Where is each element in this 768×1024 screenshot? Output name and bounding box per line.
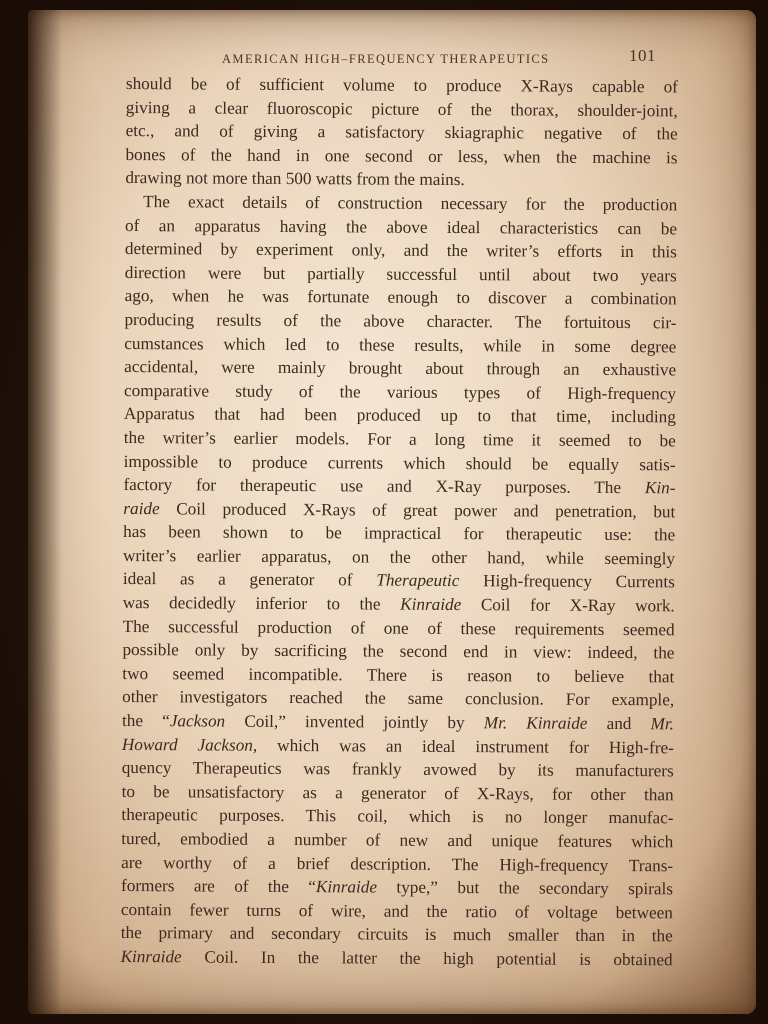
text-line (121, 874, 673, 901)
text-italic: Therapeutic (376, 571, 460, 591)
text-line (122, 709, 674, 736)
text-line (123, 473, 675, 500)
text-line (121, 945, 673, 972)
text-line: The successful production of one of these requirements seemed (122, 616, 675, 640)
book-spine-shadow (28, 10, 62, 1014)
text-segment: the “ (121, 711, 170, 731)
text-italic: raide (123, 498, 160, 518)
text-italic: Kinraide (315, 877, 378, 897)
text-line: ago, when he was fortunate enough to discover a combination (124, 286, 677, 309)
text-line: impossible to produce currents which should be equally satis- (123, 451, 676, 474)
text-line: has been shown to be impractical for therapeutic use: the (123, 522, 676, 545)
text-line: etc., and of giving a satisfactory skiagraphic negative of the (125, 121, 678, 144)
text-italic: Kinraide (400, 594, 462, 615)
text-segment: Coil produced X-Rays of great power and penetration, but (159, 498, 676, 522)
text-italic: Howard Jackson, (121, 734, 258, 755)
text-line: possible only by sacrificing the second end in view: indeed, the (122, 640, 675, 663)
page-text (121, 72, 678, 972)
text-line: bones of the hand in one second or less, when the machine is (125, 144, 678, 168)
text-line: contain fewer turns of wire, and the ratio of voltage between (120, 899, 673, 923)
text-segment: and (587, 713, 651, 734)
text-segment: High-frequency Currents (459, 571, 675, 592)
text-line (123, 497, 675, 524)
text-line: giving a clear fluoroscopic picture of the thorax, shoulder-joint, (125, 97, 678, 120)
text-line: writer’s earlier apparatus, on the other hand, while seemingly (122, 545, 676, 569)
text-segment: ideal as a generator of (122, 569, 377, 591)
text-line: accidental, were mainly brought about through an exhaustive (124, 357, 677, 380)
text-segment: was decidedly inferior to the (122, 593, 401, 614)
text-line: should be of sufficient volume to produce X-Rays capable of (125, 73, 678, 97)
text-italic: Kin- (644, 478, 676, 498)
text-line: are worthy of a brief description. The High-frequency Trans- (121, 852, 674, 875)
text-line: the writer’s earlier models. For a long time it seemed to be (123, 427, 676, 451)
text-segment: type,” but the secondary spirals (377, 877, 674, 899)
text-segment: Coil,” invented jointly by (225, 711, 484, 733)
text-line: comparative study of the various types of High-frequency (123, 380, 677, 404)
text-italic: Mr. Kinraide (483, 713, 588, 733)
text-line: The exact details of construction necessary for the production (143, 192, 678, 215)
text-line (123, 567, 675, 594)
text-italic: Kinraide (120, 946, 182, 967)
text-segment: Coil for X-Ray work. (461, 595, 675, 616)
text-line: producing results of the above character. The fortuitous cir- (124, 309, 677, 333)
text-line: direction were but partially successful until about two years (124, 262, 677, 286)
text-line: determined by experiment only, and the writer’s efforts in this (124, 239, 677, 262)
text-segment: Coil. In the latter the high potential is obtained (181, 947, 673, 970)
text-line: cumstances which led to these results, while in some degree (124, 333, 677, 356)
text-line: therapeutic purposes. This coil, which is no longer manufac- (121, 805, 674, 828)
text-segment: which was an ideal instrument for High-fre- (257, 735, 674, 757)
text-line: Apparatus that had been produced up to that time, including (123, 404, 676, 427)
text-segment: factory for therapeutic use and X-Ray purposes. The (123, 475, 645, 498)
text-line (123, 591, 675, 618)
text-line: of an apparatus having the above ideal characteristics can be (125, 215, 678, 238)
text-line: the primary and secondary circuits is much smaller than in the (120, 923, 673, 946)
text-line (122, 733, 674, 760)
text-line: other investigators reached the same conclusion. For example, (122, 687, 675, 710)
text-italic: Jackson (169, 711, 226, 731)
page-number: 101 (629, 46, 656, 65)
text-line: two seemed incompatible. There is reason to believe that (122, 663, 675, 687)
text-line: quency Therapeutics was frankly avowed by its manufacturers (121, 758, 674, 781)
text-segment: formers are of the “ (120, 876, 317, 897)
text-line: drawing not more than 500 watts from the mains. (125, 168, 465, 190)
text-line: tured, embodied a number of new and unique features which (121, 828, 674, 852)
text-italic: Mr. (650, 714, 675, 734)
text-line: to be unsatisfactory as a generator of X-Rays, for other than (121, 781, 674, 805)
running-head: AMERICAN HIGH–FREQUENCY THERAPEUTICS (222, 52, 550, 66)
